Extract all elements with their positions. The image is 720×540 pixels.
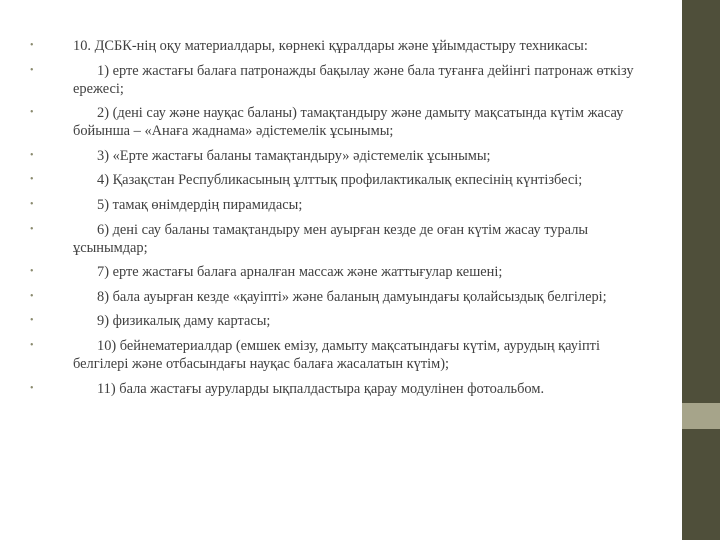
bullet-icon: • bbox=[30, 382, 34, 394]
list-item bbox=[30, 380, 650, 398]
sidebar-accent-block bbox=[682, 403, 720, 429]
bullet-icon: • bbox=[30, 223, 34, 235]
bullet-list bbox=[30, 37, 650, 398]
bullet-icon: • bbox=[30, 64, 34, 76]
slide-content bbox=[30, 37, 650, 398]
list-item-text: 7) ерте жастағы балаға арналған массаж және жаттығулар кешені; bbox=[97, 264, 503, 281]
bullet-icon: • bbox=[30, 339, 34, 351]
bullet-icon: • bbox=[30, 315, 34, 327]
sidebar-decoration bbox=[682, 0, 720, 540]
list-item bbox=[30, 171, 650, 189]
list-item bbox=[30, 196, 650, 214]
list-item bbox=[30, 37, 650, 55]
bullet-icon: • bbox=[30, 290, 34, 302]
list-item-text: 8) бала ауырған кезде «қауіпті» және баланың дамуындағы қолайсыздық белгілері; bbox=[97, 288, 607, 305]
bullet-icon: • bbox=[30, 198, 34, 210]
bullet-icon: • bbox=[30, 266, 34, 278]
list-item-text: 10. ДСБК-нің оқу материалдары, көрнекі құралдары және ұйымдастыру техникасы: bbox=[73, 38, 588, 54]
bullet-icon: • bbox=[30, 107, 34, 119]
list-item bbox=[30, 221, 650, 257]
list-item bbox=[30, 104, 650, 140]
list-item bbox=[30, 147, 650, 165]
bullet-icon: • bbox=[30, 40, 34, 51]
list-item-text: 3) «Ерте жастағы баланы тамақтандыру» әдістемелік ұсынымы; bbox=[97, 147, 491, 164]
list-item-text: 11) бала жастағы ауруларды ықпалдастыра қарау модулінен фотоальбом. bbox=[97, 380, 545, 397]
list-item-text: 9) физикалық даму картасы; bbox=[97, 313, 271, 330]
bullet-icon: • bbox=[30, 149, 34, 161]
list-item bbox=[30, 288, 650, 306]
list-item bbox=[30, 263, 650, 281]
list-item-text: 4) Қазақстан Республикасының ұлттық профилактикалық екпесінің күнтізбесі; bbox=[97, 172, 583, 189]
list-item-text: 1) ерте жастағы балаға патронажды бақылау және бала туғанға дейінгі патронаж өткізу ережесі; bbox=[73, 62, 634, 97]
list-item-text: 10) бейнематериалдар (емшек емізу, дамыту мақсатындағы күтім, аурудың қауіпті белгілері және отбасындағы науқас балаға жасалатын күтім); bbox=[73, 337, 600, 372]
list-item-text: 6) дені сау баланы тамақтандыру мен ауырған кезде де оған күтім жасау туралы ұсынымдар; bbox=[73, 221, 589, 256]
list-item bbox=[30, 337, 650, 373]
list-item bbox=[30, 62, 650, 98]
bullet-icon: • bbox=[30, 174, 34, 186]
list-item bbox=[30, 312, 650, 330]
list-item-text: 5) тамақ өнімдердің пирамидасы; bbox=[97, 196, 303, 213]
list-item-text: 2) (дені сау және науқас баланы) тамақтандыру және дамыту мақсатында күтім жасау бойынша – «Анаға жаднама» әдістемелік ұсынымы; bbox=[73, 105, 624, 140]
